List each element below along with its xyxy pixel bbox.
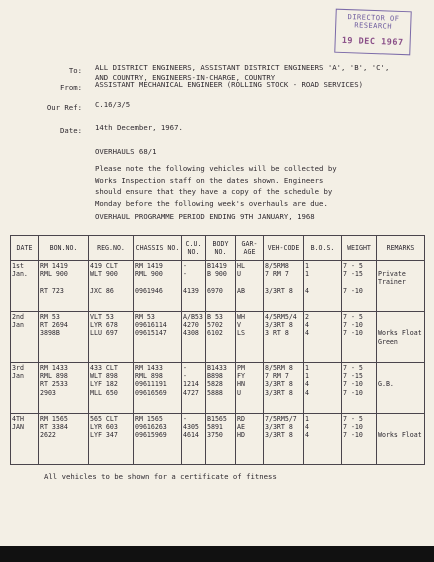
cell-line: 6102	[207, 329, 223, 338]
cell-line: RML 898	[40, 372, 68, 381]
cell-line: 5828	[207, 380, 223, 389]
cell-bon	[39, 312, 89, 363]
stamp-date: 19 DEC 1967	[341, 35, 404, 49]
cell-line: 3/3RT 8	[265, 423, 293, 432]
cell-line: RML 900	[40, 270, 68, 279]
cell-weight	[342, 261, 377, 312]
para-line-3: should ensure that they have a copy of the schedule by	[95, 187, 333, 196]
cell-line: 4	[305, 329, 309, 338]
cell-line: 1	[305, 364, 309, 372]
cell-line: 4	[305, 431, 309, 440]
cell-line: LYR 678	[90, 321, 118, 330]
cell-line: 4727	[183, 388, 199, 397]
cell-line: LYR 603	[90, 423, 118, 432]
cell-line: WLT 900	[90, 270, 118, 279]
cell-line: Works Float	[378, 431, 422, 440]
cell-line: 1	[305, 270, 309, 279]
cell-line: 7 RM 7	[265, 372, 289, 381]
col-header-vehcode: VEH-CODE	[264, 236, 304, 261]
cell-line: 2	[305, 313, 309, 321]
cell-line: Jan	[12, 321, 24, 330]
cell-line: B 900	[207, 270, 227, 279]
cell-line: RM 1433	[135, 364, 163, 372]
cell-reg	[89, 363, 134, 414]
cell-remarks	[377, 363, 425, 414]
cell-line: 7 -10	[343, 329, 363, 338]
cell-line: RT 2533	[40, 380, 68, 389]
cell-line	[378, 321, 423, 329]
cell-line: RM 53	[40, 313, 60, 321]
cell-line: LYF 347	[90, 431, 118, 440]
cell-line: 2903	[40, 388, 56, 397]
schedule-body	[11, 261, 425, 465]
cell-reg	[89, 312, 134, 363]
cell-vehcode	[264, 312, 304, 363]
cell-line	[183, 278, 204, 286]
cell-line: 7 -10	[343, 286, 363, 295]
para-line-4: Monday before the following week's overhauls are due.	[95, 198, 328, 208]
from-value: ASSISTANT MECHANICAL ENGINEER (ROLLING STOCK - ROAD SERVICES)	[95, 80, 363, 89]
cell-date	[11, 312, 39, 363]
cell-chassis	[134, 312, 182, 363]
cell-line: JXC 86	[90, 286, 114, 295]
cell-line: FY	[237, 372, 245, 381]
cell-line: RM 1419	[40, 262, 68, 270]
cell-line: 09615969	[135, 431, 167, 440]
cell-line: Trainer	[378, 278, 406, 287]
cell-line: 2nd	[12, 313, 24, 321]
cell-line: 3/3RT 8	[265, 431, 293, 440]
cell-line: RM 1565	[135, 415, 163, 423]
cell-line	[378, 415, 423, 423]
cell-line: AB	[237, 286, 245, 295]
cell-body	[206, 261, 236, 312]
cell-line: 09615147	[135, 329, 167, 338]
cell-line: Jan	[12, 372, 24, 381]
cell-line: Green	[378, 337, 398, 346]
cell-line: 4/5RM5/4	[265, 313, 297, 321]
cell-line: 0961946	[135, 286, 163, 295]
cell-line	[305, 278, 340, 286]
col-header-weight: WEIGHT	[342, 236, 377, 261]
cell-remarks	[377, 261, 425, 312]
cell-line	[135, 278, 180, 286]
cell-line: G.B.	[378, 380, 394, 389]
to-label: To:	[68, 66, 82, 75]
cell-line: WLT 898	[90, 372, 118, 381]
cell-bos	[304, 414, 342, 465]
cell-line: RML 898	[135, 372, 163, 381]
stamp-line-1: DIRECTOR OF	[347, 13, 400, 23]
table-row	[11, 261, 425, 312]
col-header-bon: BON.NO.	[39, 236, 89, 261]
cell-line: -	[183, 415, 187, 423]
cell-line: 7 -10	[343, 431, 363, 440]
cell-line: 3 RT 8	[265, 329, 289, 338]
cell-line: V	[237, 321, 241, 330]
table-row	[11, 414, 425, 465]
cell-weight	[342, 312, 377, 363]
cell-line: 7 RM 7	[265, 270, 289, 279]
to-line-2: AND COUNTRY, ENGINEERS-IN-CHARGE, COUNTRY	[95, 73, 276, 82]
cell-line: 5702	[207, 321, 223, 330]
cell-line: 7 -15	[343, 270, 363, 279]
cell-line: 4614	[183, 431, 199, 440]
stamp-line-2: RESEARCH	[354, 21, 393, 31]
cell-line: Private	[378, 270, 406, 279]
table-row	[11, 363, 425, 414]
cell-line: 09616263	[135, 423, 167, 432]
cell-line: RM 1565	[40, 415, 68, 423]
cell-line: 7 -15	[343, 372, 363, 381]
cell-line	[378, 287, 423, 295]
cell-line: 4	[305, 286, 309, 295]
cell-chassis	[134, 414, 182, 465]
cell-line	[265, 278, 302, 286]
cell-bon	[39, 261, 89, 312]
cell-vehcode	[264, 261, 304, 312]
cell-line: 419 CLT	[90, 262, 118, 270]
col-header-body: BODY NO.	[206, 236, 236, 261]
cell-line: 565 CLT	[90, 415, 118, 423]
cell-line: 8/5RM 8	[265, 364, 293, 372]
cell-line: LYF 182	[90, 380, 118, 389]
cell-line: MLL 650	[90, 388, 118, 397]
cell-line	[90, 278, 132, 286]
programme-heading: OVERHAUL PROGRAMME PERIOD ENDING 9TH JANUARY, 1968	[95, 212, 315, 221]
cell-line: 09616569	[135, 388, 167, 397]
cell-remarks	[377, 312, 425, 363]
cell-chassis	[134, 261, 182, 312]
date-value: 14th December, 1967.	[95, 123, 183, 132]
cell-line	[378, 313, 423, 321]
footer-note: All vehicles to be shown for a certificate of fitness	[44, 472, 277, 481]
cell-line: 1	[305, 415, 309, 423]
date-label: Date:	[60, 126, 82, 135]
cell-line	[40, 278, 87, 286]
cell-line: B898	[207, 372, 223, 381]
cell-garage	[236, 414, 264, 465]
cell-line: 1	[305, 262, 309, 270]
cell-line: 7 - 5	[343, 364, 363, 372]
cell-cu	[182, 312, 206, 363]
cell-line: RM 1433	[40, 364, 68, 372]
cell-cu	[182, 363, 206, 414]
cell-line: Jan.	[12, 270, 28, 279]
cell-line: 4	[305, 423, 309, 432]
cell-weight	[342, 414, 377, 465]
cell-date	[11, 414, 39, 465]
cell-line	[207, 278, 234, 286]
cell-reg	[89, 261, 134, 312]
cell-line: B1565	[207, 415, 227, 423]
cell-line: -	[183, 364, 187, 372]
cell-line: AE	[237, 423, 245, 432]
cell-garage	[236, 312, 264, 363]
cell-line: 3/3RT 8	[265, 286, 293, 295]
col-header-cu: C.U. NO.	[182, 236, 206, 261]
cell-date	[11, 363, 39, 414]
cell-line: 4	[305, 380, 309, 389]
notice-paragraph	[95, 163, 337, 209]
cell-line: 7 - 5	[343, 313, 363, 321]
cell-line: 4270	[183, 321, 199, 330]
cell-line: 3rd	[12, 364, 24, 372]
ref-label: Our Ref:	[46, 103, 82, 112]
para-line-1: Please note the following vehicles will be collected by	[95, 164, 337, 173]
cell-line: 3750	[207, 431, 223, 440]
cell-line: -	[183, 262, 187, 270]
cell-line: HN	[237, 380, 245, 389]
cell-line: HD	[237, 431, 245, 440]
col-header-chassis: CHASSIS NO.	[134, 236, 182, 261]
to-line-1: ALL DISTRICT ENGINEERS, ASSISTANT DISTRICT ENGINEERS 'A', 'B', 'C',	[95, 63, 390, 72]
cell-line: 7 -10	[343, 388, 363, 397]
cell-line: 4	[305, 321, 309, 330]
cell-line: Works Float	[378, 329, 422, 338]
table-header-row	[11, 236, 425, 261]
cell-reg	[89, 414, 134, 465]
cell-line: LS	[237, 329, 245, 338]
cell-bon	[39, 414, 89, 465]
from-label: From:	[60, 83, 82, 92]
cell-line: 3/3RT 8	[265, 380, 293, 389]
overhaul-schedule-table	[10, 235, 425, 465]
para-line-2: Works Inspection staff on the dates shown. Engineers	[95, 175, 324, 185]
cell-line: 4305	[183, 423, 199, 432]
cell-body	[206, 363, 236, 414]
cell-line: WH	[237, 313, 245, 321]
cell-line: 09611191	[135, 380, 167, 389]
cell-line: 3/3RT 8	[265, 321, 293, 330]
cell-garage	[236, 261, 264, 312]
cell-line	[343, 278, 375, 286]
cell-line: 7 -10	[343, 380, 363, 389]
cell-line: 4TH	[12, 415, 24, 423]
cell-line: 7 -10	[343, 423, 363, 432]
cell-line	[378, 262, 423, 270]
cell-bos	[304, 312, 342, 363]
cell-chassis	[134, 363, 182, 414]
col-header-garage: GAR-AGE	[236, 236, 264, 261]
cell-line: RM 1419	[135, 262, 163, 270]
cell-line	[378, 364, 423, 372]
cell-line: PM	[237, 364, 245, 372]
cell-weight	[342, 363, 377, 414]
col-header-reg: REG.NO.	[89, 236, 134, 261]
cell-line: B 53	[207, 313, 223, 321]
cell-line: HL	[237, 262, 245, 270]
cell-date	[11, 261, 39, 312]
subject-line: OVERHAULS 68/1	[95, 147, 157, 156]
cell-line: 4308	[183, 329, 199, 338]
col-header-date: DATE	[11, 236, 39, 261]
cell-line: 4139	[183, 286, 199, 295]
cell-line: 8/5RM8	[265, 262, 289, 270]
cell-line: LLU 697	[90, 329, 118, 338]
cell-line: U	[237, 270, 241, 279]
cell-body	[206, 414, 236, 465]
cell-line: RT 3384	[40, 423, 68, 432]
received-stamp	[334, 9, 411, 56]
table-row	[11, 312, 425, 363]
cell-line: B1433	[207, 364, 227, 372]
cell-line	[378, 372, 423, 380]
cell-line: JAN	[12, 423, 24, 432]
cell-cu	[182, 414, 206, 465]
cell-line: 5891	[207, 423, 223, 432]
cell-line: 6970	[207, 286, 223, 295]
cell-line: 7 -10	[343, 321, 363, 330]
cell-line: 09616114	[135, 321, 167, 330]
cell-bos	[304, 261, 342, 312]
cell-line: RD	[237, 415, 245, 423]
cell-cu	[182, 261, 206, 312]
cell-bon	[39, 363, 89, 414]
cell-line: RM 53	[135, 313, 155, 321]
cell-line: 2622	[40, 431, 56, 440]
cell-line: 7/5RM5/7	[265, 415, 297, 423]
cell-line: 1st	[12, 262, 24, 270]
col-header-remarks: REMARKS	[377, 236, 425, 261]
cell-line: 4	[305, 388, 309, 397]
cell-line: 7 - 5	[343, 262, 363, 270]
cell-garage	[236, 363, 264, 414]
cell-line: RT 2694	[40, 321, 68, 330]
cell-remarks	[377, 414, 425, 465]
cell-line: 3/3RT 8	[265, 388, 293, 397]
cell-line: 433 CLT	[90, 364, 118, 372]
cell-line: 3898B	[40, 329, 60, 338]
cell-vehcode	[264, 363, 304, 414]
cell-line: VLT 53	[90, 313, 114, 321]
cell-line	[237, 278, 262, 286]
cell-line: RT 723	[40, 286, 64, 295]
cell-line	[378, 423, 423, 431]
cell-line: 5888	[207, 388, 223, 397]
cell-vehcode	[264, 414, 304, 465]
cell-line: -	[183, 270, 187, 279]
cell-line: RML 900	[135, 270, 163, 279]
col-header-bos: B.O.S.	[304, 236, 342, 261]
cell-line: 7 - 5	[343, 415, 363, 423]
cell-line	[378, 389, 423, 397]
cell-line: 1214	[183, 380, 199, 389]
cell-line: A/B53	[183, 313, 203, 321]
cell-line: 1	[305, 372, 309, 381]
cell-bos	[304, 363, 342, 414]
ref-value: C.16/3/5	[95, 100, 131, 109]
cell-line: B1419	[207, 262, 227, 270]
cell-line: -	[183, 372, 187, 381]
cell-body	[206, 312, 236, 363]
cell-line: U	[237, 388, 241, 397]
